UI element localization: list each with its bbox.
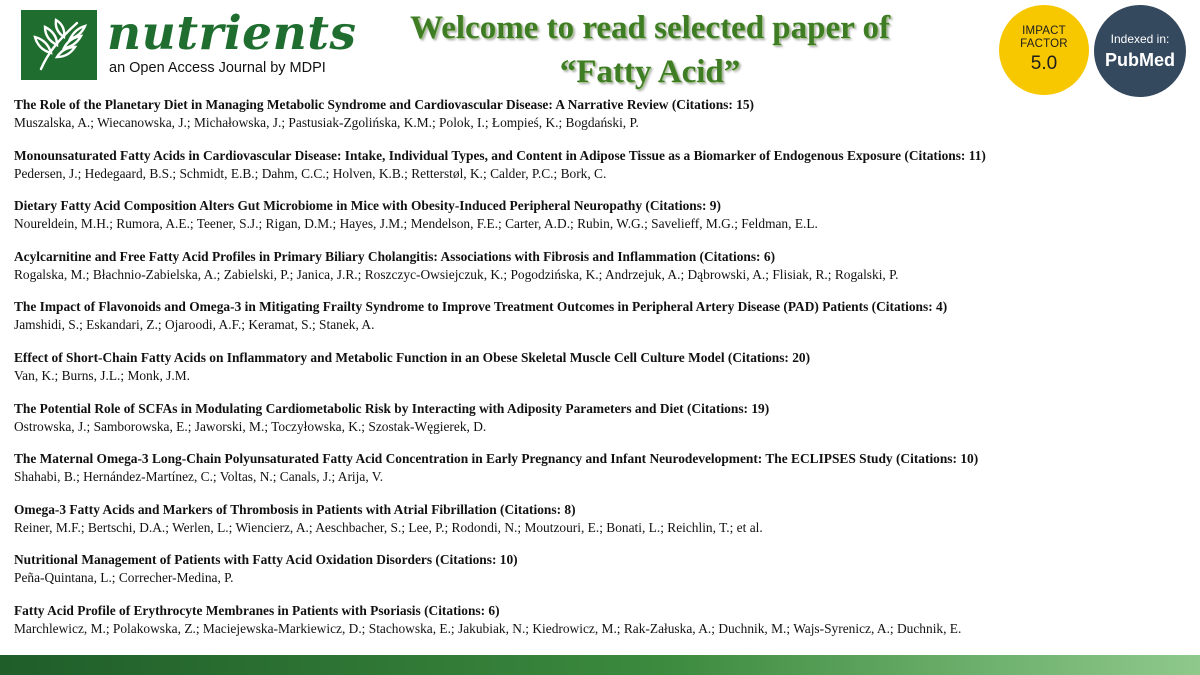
paper-item xyxy=(14,147,1194,198)
page-title xyxy=(360,6,940,94)
journal-tagline: an Open Access Journal by MDPI xyxy=(109,60,326,76)
paper-title[interactable]: Acylcarnitine and Free Fatty Acid Profiles in Primary Biliary Cholangitis: Associations with Fibrosis and Inflammation (Citations: 6) xyxy=(14,248,776,264)
pubmed-badge xyxy=(1094,5,1186,97)
paper-title[interactable]: The Maternal Omega-3 Long-Chain Polyunsaturated Fatty Acid Concentration in Early Pregnancy and Infant Neurodevelopment: The ECLIPSES Study (Citations: 10) xyxy=(14,451,979,467)
paper-item xyxy=(14,400,1194,451)
paper-authors: Peña-Quintana, L.; Correcher-Medina, P. xyxy=(14,570,234,586)
paper-title[interactable]: Dietary Fatty Acid Composition Alters Gut Microbiome in Mice with Obesity-Induced Peripheral Neuropathy (Citations: 9) xyxy=(14,198,721,214)
paper-list xyxy=(14,96,1194,653)
paper-item xyxy=(14,349,1194,400)
footer-bar xyxy=(0,655,1200,675)
paper-authors: Rogalska, M.; Błachnio-Zabielska, A.; Zabielski, P.; Janica, J.R.; Roszczyc-Owsiejczuk, K.; Pogodzińska, K.; Andrzejuk, A.; Dąbrowski, A.; Flisiak, R.; Rogalski, P. xyxy=(14,266,899,282)
paper-authors: Pedersen, J.; Hedegaard, B.S.; Schmidt, E.B.; Dahm, C.C.; Holven, K.B.; Retterstøl, K.; Calder, P.C.; Bork, C. xyxy=(14,165,607,181)
paper-authors: Ostrowska, J.; Samborowska, E.; Jaworski, M.; Toczyłowska, K.; Szostak-Węgierek, D. xyxy=(14,418,487,434)
paper-title[interactable]: The Potential Role of SCFAs in Modulating Cardiometabolic Risk by Interacting with Adiposity Parameters and Diet (Citations: 19) xyxy=(14,400,770,416)
paper-title[interactable]: Nutritional Management of Patients with Fatty Acid Oxidation Disorders (Citations: 10) xyxy=(14,552,518,568)
paper-title[interactable]: Omega-3 Fatty Acids and Markers of Thrombosis in Patients with Atrial Fibrillation (Citations: 8) xyxy=(14,501,576,517)
paper-item xyxy=(14,298,1194,349)
paper-title[interactable]: The Impact of Flavonoids and Omega-3 in Mitigating Frailty Syndrome to Improve Treatment Outcomes in Peripheral Artery Disease (PAD) Patients (Citations: 4) xyxy=(14,299,948,315)
journal-logo xyxy=(21,10,97,80)
impact-badge-label-1: IMPACT xyxy=(1022,25,1066,37)
pubmed-badge-label: Indexed in: xyxy=(1110,31,1170,46)
paper-authors: Jamshidi, S.; Eskandari, Z.; Ojaroodi, A.F.; Keramat, S.; Stanek, A. xyxy=(14,317,375,333)
paper-title[interactable]: Fatty Acid Profile of Erythrocyte Membranes in Patients with Psoriasis (Citations: 6) xyxy=(14,602,500,618)
paper-item xyxy=(14,96,1194,147)
paper-item xyxy=(14,450,1194,501)
paper-authors: Muszalska, A.; Wiecanowska, J.; Michałowska, J.; Pastusiak-Zgolińska, K.M.; Polok, I.; Łompieś, K.; Bogdański, P. xyxy=(14,115,639,130)
paper-authors: Noureldein, M.H.; Rumora, A.E.; Teener, S.J.; Rigan, D.M.; Hayes, J.M.; Mendelson, F.E.; Carter, A.D.; Rubin, W.G.; Savelieff, M.G.; Feldman, E.L. xyxy=(14,216,818,232)
paper-item xyxy=(14,248,1194,299)
page-title-line-2: “Fatty Acid” xyxy=(559,54,741,90)
paper-authors: Reiner, M.F.; Bertschi, D.A.; Werlen, L.; Wiencierz, A.; Aeschbacher, S.; Lee, P.; Rodondi, N.; Moutzouri, E.; Bonati, L.; Reichlin, T.; et al. xyxy=(14,519,763,535)
paper-item xyxy=(14,551,1194,602)
impact-factor-value: 5.0 xyxy=(1030,53,1058,74)
page-title-line-1: Welcome to read selected paper of xyxy=(410,10,890,46)
paper-title[interactable]: The Role of the Planetary Diet in Managing Metabolic Syndrome and Cardiovascular Disease: A Narrative Review (Citations: 15) xyxy=(14,97,755,112)
journal-name: nutrients xyxy=(107,6,357,61)
paper-title[interactable]: Monounsaturated Fatty Acids in Cardiovascular Disease: Intake, Individual Types, and Content in Adipose Tissue as a Biomarker of Endogenous Exposure (Citations: 11) xyxy=(14,147,986,163)
wheat-leaf-icon xyxy=(27,15,91,75)
pubmed-badge-name: PubMed xyxy=(1105,49,1175,70)
paper-item xyxy=(14,197,1194,248)
paper-item xyxy=(14,501,1194,552)
paper-authors: Marchlewicz, M.; Polakowska, Z.; Maciejewska-Markiewicz, D.; Stachowska, E.; Jakubiak, N.; Kiedrowicz, M.; Rak-Załuska, A.; Duchnik, M.; Wajs-Syrenicz, A.; Duchnik, E. xyxy=(14,620,962,636)
impact-badge-label-2: FACTOR xyxy=(1020,38,1068,50)
paper-authors: Shahabi, B.; Hernández-Martínez, C.; Voltas, N.; Canals, J.; Arija, V. xyxy=(14,469,384,485)
paper-item xyxy=(14,602,1194,653)
paper-title[interactable]: Effect of Short-Chain Fatty Acids on Inflammatory and Metabolic Function in an Obese Skeletal Muscle Cell Culture Model (Citations: 20) xyxy=(14,349,811,365)
paper-authors: Van, K.; Burns, J.L.; Monk, J.M. xyxy=(14,367,190,383)
impact-factor-badge xyxy=(999,5,1089,95)
